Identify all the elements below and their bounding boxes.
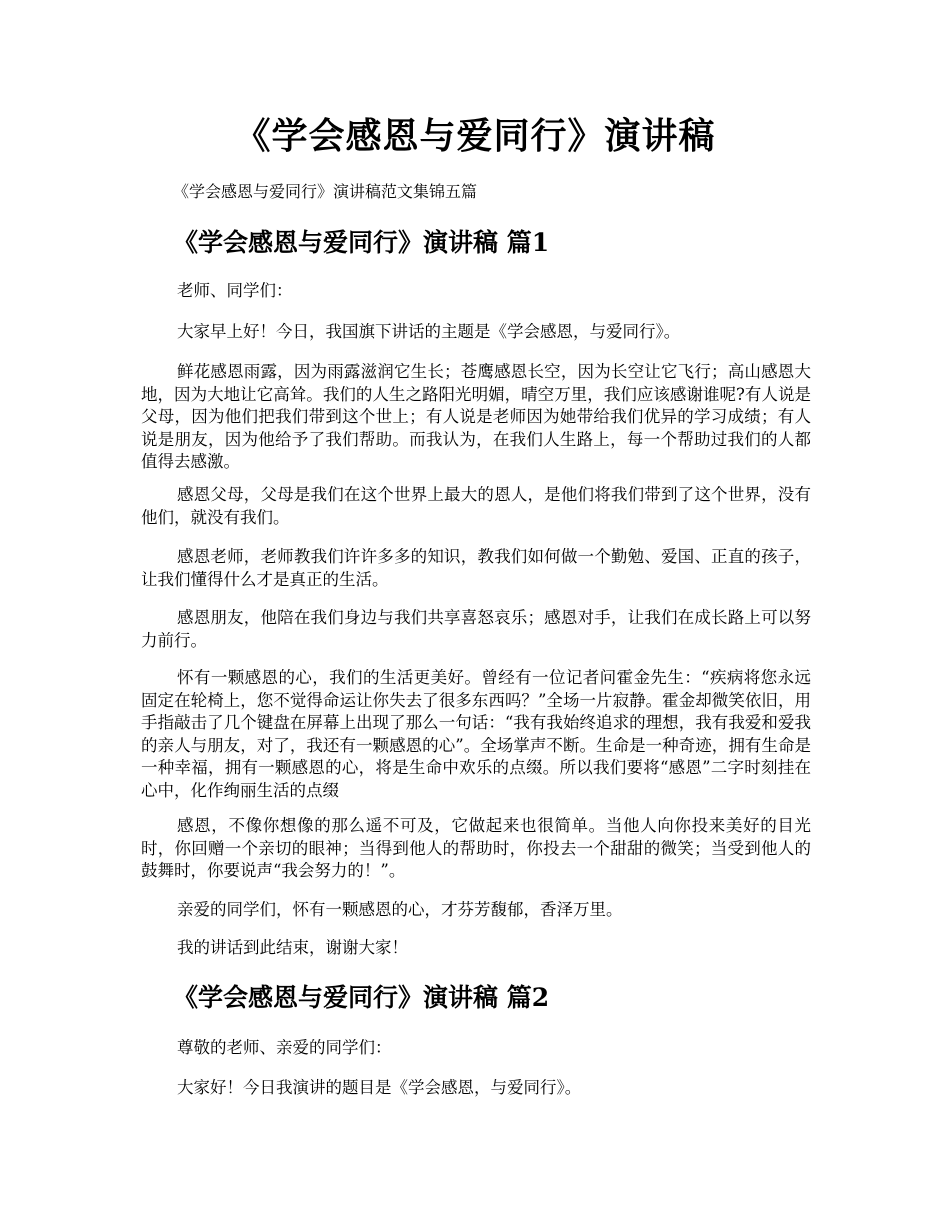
- paragraph: 感恩朋友，他陪在我们身边与我们共享喜怒哀乐；感恩对手，让我们在成长路上可以努力前行。: [141, 608, 811, 650]
- paragraph: 大家早上好！今日，我国旗下讲话的主题是《学会感恩，与爱同行》。: [177, 322, 681, 341]
- paragraph: 感恩老师，老师教我们许许多多的知识，教我们如何做一个勤勉、爱国、正直的孩子，让我们懂得什么才是真正的生活。: [141, 547, 811, 589]
- paragraph: 亲爱的同学们，怀有一颗感恩的心，才芬芳馥郁，香泽万里。: [177, 900, 623, 919]
- paragraph: 鲜花感恩雨露，因为雨露滋润它生长；苍鹰感恩长空，因为长空让它飞行；高山感恩大地，因为大地让它高耸。我们的人生之路阳光明媚，晴空万里，我们应该感谢谁呢?有人说是父母，因为他们把我们带到这个世上；有人说是老师因为她带给我们优异的学习成绩；有人说是朋友，因为他给予了我们帮助。而我认为，在我们人生路上，每一个帮助过我们的人都值得去感激。: [141, 362, 811, 471]
- paragraph: 我的讲话到此结束，谢谢大家！: [177, 938, 408, 957]
- paragraph: 怀有一颗感恩的心，我们的生活更美好。曾经有一位记者问霍金先生：“疾病将您永远固定在轮椅上，您不觉得命运让你失去了很多东西吗？”全场一片寂静。霍金却微笑依旧，用手指敲击了几个键盘在屏幕上出现了那么一句话：“我有我始终追求的理想，我有我爱和爱我的亲人与朋友，对了，我还有一颗感恩的心”。全场掌声不断。生命是一种奇迹，拥有生命是一种幸福，拥有一颗感恩的心，将是生命中欢乐的点缀。所以我们要将“感恩”二字时刻挂在心中，化作绚丽生活的点缀: [141, 668, 811, 800]
- paragraph: 尊敬的老师、亲爱的同学们：: [177, 1038, 392, 1057]
- document-subtitle: 《学会感恩与爱同行》演讲稿范文集锦五篇: [173, 182, 478, 201]
- section-heading-2: 《学会感恩与爱同行》演讲稿 篇2: [173, 983, 550, 1012]
- paragraph: 感恩，不像你想像的那么遥不可及，它做起来也很简单。当他人向你投来美好的目光时，你回赠一个亲切的眼神；当得到他人的帮助时，你投去一个甜甜的微笑；当受到他人的鼓舞时，你要说声“我会努力的！”。: [141, 816, 811, 880]
- document-title: 《学会感恩与爱同行》演讲稿: [234, 115, 716, 157]
- paragraph: 老师、同学们：: [177, 281, 293, 300]
- paragraph: 大家好！今日我演讲的题目是《学会感恩，与爱同行》。: [177, 1078, 582, 1097]
- paragraph: 感恩父母，父母是我们在这个世界上最大的恩人，是他们将我们带到了这个世界，没有他们，就没有我们。: [141, 485, 811, 527]
- section-heading-1: 《学会感恩与爱同行》演讲稿 篇1: [173, 228, 550, 257]
